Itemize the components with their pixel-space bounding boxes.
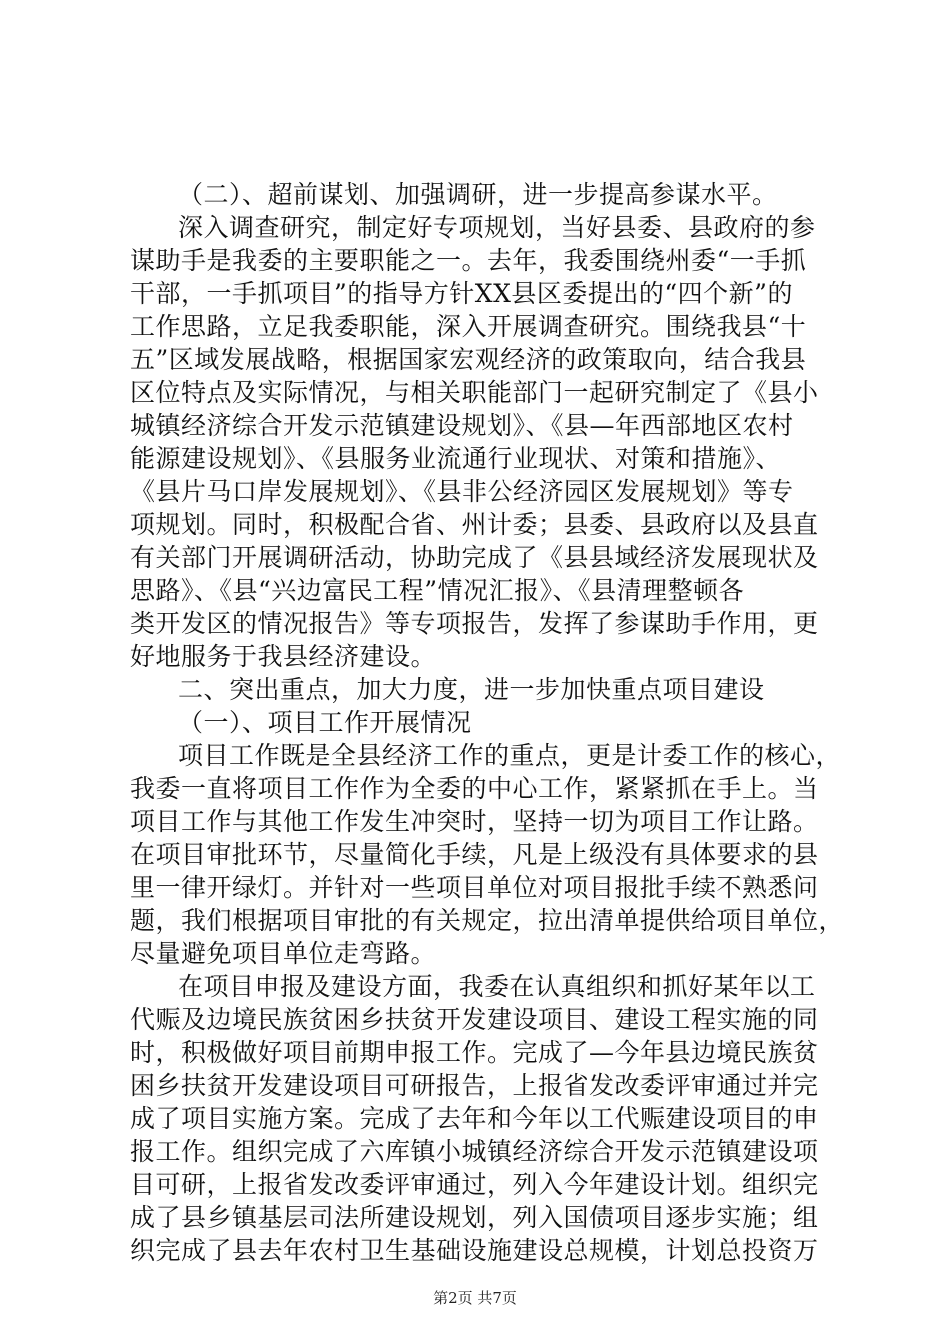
paragraph-line: 目可研，上报省发改委评审通过，列入今年建设计划。组织完 [130, 1170, 819, 1199]
paragraph-line: 谋助手是我委的主要职能之一。去年，我委围绕州委“一手抓 [130, 246, 807, 275]
paragraph-line: 成了县乡镇基层司法所建设规划，列入国债项目逐步实施；组 [130, 1203, 819, 1232]
paragraph-line: 在项目申报及建设方面，我委在认真组织和抓好某年以工 [178, 972, 816, 1001]
paragraph-line: 五”区域发展战略，根据国家宏观经济的政策取向，结合我县 [130, 345, 807, 374]
paragraph-line: 干部，一手抓项目”的指导方针XX县区委提出的“四个新”的 [130, 279, 793, 308]
page-footer: 第2页 共7页 [433, 1289, 517, 1307]
paragraph-line: 深入调查研究，制定好专项规划，当好县委、县政府的参 [178, 213, 816, 242]
paragraph-line: 类开发区的情况报告》等专项报告，发挥了参谋助手作用，更 [130, 609, 819, 638]
paragraph-line: 在项目审批环节，尽量简化手续，凡是上级没有具体要求的县 [130, 840, 819, 869]
paragraph-line: 代赈及边境民族贫困乡扶贫开发建设项目、建设工程实施的同 [130, 1005, 819, 1034]
paragraph-line: 有关部门开展调研活动，协助完成了《县县域经济发展现状及 [130, 543, 819, 572]
heading-2-2: （二）、超前谋划、加强调研，进一步提高参谋水平。 [178, 180, 778, 209]
paragraph-line: 区位特点及实际情况，与相关职能部门一起研究制定了《县小 [130, 378, 819, 407]
section-heading-2: 二、突出重点，加大力度，进一步加快重点项目建设 [178, 675, 765, 704]
paragraph-line: 思路》、《县“兴边富民工程”情况汇报》、《县清理整顿各 [130, 576, 745, 605]
paragraph-line: 工作思路，立足我委职能，深入开展调查研究。围绕我县“十 [130, 312, 807, 341]
paragraph-line: 织完成了县去年农村卫生基础设施建设总规模，计划总投资万 [130, 1236, 819, 1265]
paragraph-line: 项目工作既是全县经济工作的重点，更是计委工作的核心， [178, 741, 842, 770]
paragraph-line: 报工作。组织完成了六库镇小城镇经济综合开发示范镇建设项 [130, 1137, 819, 1166]
paragraph-line: 项规划。同时，积极配合省、州计委；县委、县政府以及县直 [130, 510, 819, 539]
paragraph-line: 城镇经济综合开发示范镇建设规划》、《县—年西部地区农村 [130, 411, 794, 440]
paragraph-line: 项目工作与其他工作发生冲突时，坚持一切为项目工作让路。 [130, 807, 819, 836]
heading-2-1: （一）、项目工作开展情况 [178, 708, 472, 737]
paragraph-line: 《县片马口岸发展规划》、《县非公经济园区发展规划》等专 [130, 477, 794, 506]
paragraph-line: 时，积极做好项目前期申报工作。完成了—今年县边境民族贫 [130, 1038, 819, 1067]
paragraph-line: 尽量避免项目单位走弯路。 [130, 939, 437, 968]
paragraph-line: 题，我们根据项目审批的有关规定，拉出清单提供给项目单位， [130, 906, 845, 935]
paragraph-line: 好地服务于我县经济建设。 [130, 642, 437, 671]
paragraph-line: 困乡扶贫开发建设项目可研报告，上报省发改委评审通过并完 [130, 1071, 819, 1100]
paragraph-line: 能源建设规划》、《县服务业流通行业现状、对策和措施》、 [130, 444, 782, 473]
paragraph-line: 我委一直将项目工作作为全委的中心工作，紧紧抓在手上。当 [130, 774, 819, 803]
paragraph-line: 成了项目实施方案。完成了去年和今年以工代赈建设项目的申 [130, 1104, 819, 1133]
paragraph-line: 里一律开绿灯。并针对一些项目单位对项目报批手续不熟悉问 [130, 873, 819, 902]
